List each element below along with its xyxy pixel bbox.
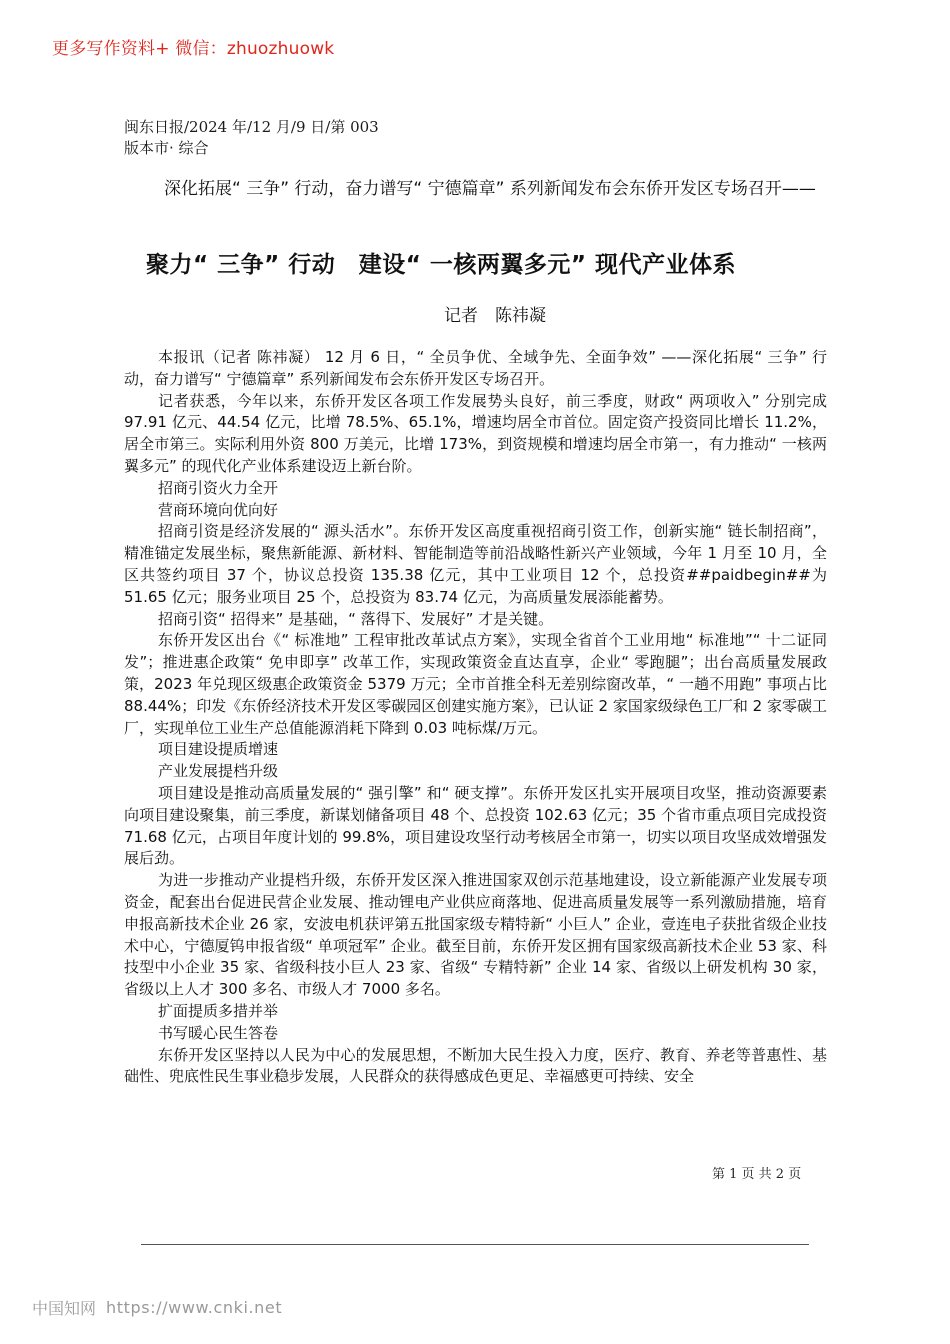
cnki-watermark	[32, 1296, 282, 1319]
page-number: 第 1 页 共 2 页	[712, 1167, 802, 1182]
section-heading: 书写暖心民生答卷	[158, 1023, 279, 1042]
paragraph: 东侨开发区坚持以人民为中心的发展思想，不断加大民生投入力度，医疗、教育、养老等普惠性、基础性、兜底性民生事业稳步发展，人民群众的获得感成色更足、幸福感更可持续、安全	[124, 1045, 827, 1086]
paragraph: 招商引资是经济发展的“ 源头活水”。东侨开发区高度重视招商引资工作，创新实施“ 链长制招商”，精准锚定发展坐标，聚焦新能源、新材料、智能制造等前沿战略性新兴产业领域，今年 1 月至 10 月，全区共签约项目 37 个，协议总投资 135.38 亿元，其中工业项目 12 个，总投资##paidbegin##为 51.65 亿元；服务业项目 25 个，总投资为 83.74 亿元，为高质量发展添能蓄势。	[124, 522, 827, 606]
article-subtitle: 深化拓展“ 三争” 行动，奋力谱写“ 宁德篇章” 系列新闻发布会东侨开发区专场召开——	[164, 179, 816, 199]
watermark-url: https://www.cnki.net	[106, 1298, 283, 1317]
paragraph: 为进一步推动产业提档升级，东侨开发区深入推进国家双创示范基地建设，设立新能源产业发展专项资金，配套出台促进民营企业发展、推动锂电产业供应商落地、促进高质量发展等一系列激励措施，培育申报高新技术企业 26 家，安波电机获评第五批国家级专精特新“ 小巨人” 企业，壹连电子获批省级企业技术中心，宁德厦钨申报省级“ 单项冠军” 企业。截至目前，东侨开发区拥有国家级高新技术企业 53 家、科技型中小企业 35 家、省级科技小巨人 23 家、省级“ 专精特新” 企业 14 家、省级以上研发机构 30 家，省级以上人才 300 多名、市级人才 7000 多名。	[124, 871, 827, 999]
article-headline: 聚力“ 三争” 行动 建设“ 一核两翼多元” 现代产业体系	[146, 252, 736, 278]
section-heading: 项目建设提质增速	[158, 740, 279, 759]
paragraph: 项目建设是推动高质量发展的“ 强引擎” 和“ 硬支撑”。东侨开发区扎实开展项目攻坚，推动资源要素向项目建设聚集，前三季度，新谋划储备项目 48 个、总投资 102.63 亿元；35 个省市重点项目完成投资 71.68 亿元，占项目年度计划的 99.8%，项目建设攻坚行动考核居全市第一，切实以项目攻坚成效增强发展后劲。	[124, 783, 827, 868]
section-heading: 产业发展提档升级	[158, 762, 279, 781]
paragraph: 记者获悉，今年以来，东侨开发区各项工作发展势头良好，前三季度，财政“ 两项收入” 分别完成 97.91 亿元、44.54 亿元，比增 78.5%、65.1%，增速均居全市首位。固定资产投资同比增长 11.2%，居全市第三。实际利用外资 800 万美元，比增 173%，到资规模和增速均居全市第一，有力推动“ 一核两翼多元” 的现代化产业体系建设迈上新台阶。	[124, 391, 827, 475]
promo-banner: 更多写作资料+ 微信：zhuozhuowk	[52, 39, 335, 59]
paragraph: 招商引资“ 招得来” 是基础，“ 落得下、发展好” 才是关键。	[158, 609, 554, 628]
section-heading: 营商环境向优向好	[158, 500, 279, 519]
paragraph: 东侨开发区出台《“ 标准地” 工程审批改革试点方案》，实现全省首个工业用地“ 标准地”“ 十二证同发”；推进惠企政策“ 免申即享” 改革工作，实现政策资金直达直享，企业“ 零跑腿”；出台高质量发展政策，2023 年兑现区级惠企政策资金 5379 万元；全市首推全科无差别综窗改革，“ 一趟不用跑” 事项占比 88.44%；印发《东侨经济技术开发区零碳园区创建实施方案》，已认证 2 家国家级绿色工厂和 2 家零碳工厂，实现单位工业生产总值能源消耗下降到 0.03 吨标煤/万元。	[124, 631, 827, 737]
article-byline: 记者 陈祎凝	[444, 306, 546, 326]
source-line: 闽东日报/2024 年/12 月/9 日/第 003	[124, 118, 379, 136]
section-heading: 扩面提质多措并举	[158, 1001, 279, 1020]
section-line: 版本市· 综合	[124, 139, 209, 157]
article-body	[124, 347, 827, 1088]
footer-divider	[141, 1244, 809, 1245]
section-heading: 招商引资火力全开	[158, 478, 279, 497]
watermark-brand: 中国知网	[32, 1299, 97, 1318]
paragraph: 本报讯（记者 陈祎凝） 12 月 6 日，“ 全员争优、全域争先、全面争效” ——深化拓展“ 三争” 行动，奋力谱写“ 宁德篇章” 系列新闻发布会东侨开发区专场召开。	[124, 348, 827, 388]
